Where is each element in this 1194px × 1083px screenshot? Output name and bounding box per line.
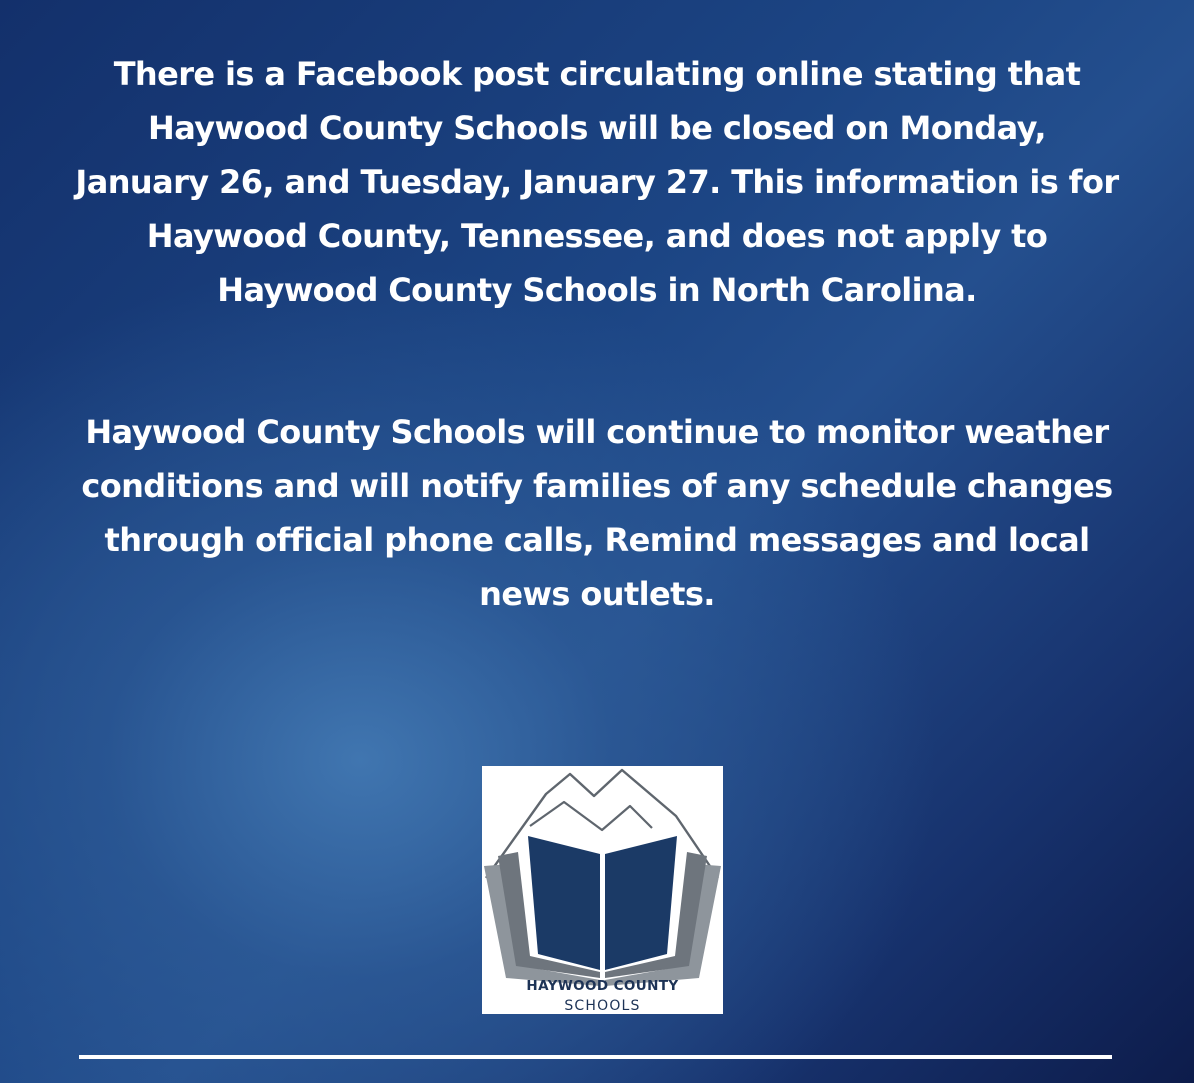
announcement-line: Haywood County Schools in North Carolina. [217, 271, 977, 309]
announcement-line: January 26, and Tuesday, January 27. This information is for [75, 163, 1119, 201]
logo-name: HAYWOOD COUNTY [526, 978, 679, 994]
announcement-line: Haywood County Schools will continue to monitor weather [85, 413, 1109, 451]
mountains-icon [486, 770, 718, 878]
announcement-paragraph-2 [60, 405, 1134, 621]
bottom-divider [79, 1055, 1112, 1059]
announcement-paragraph-1 [60, 47, 1134, 317]
announcement-line: conditions and will notify families of any schedule changes [81, 467, 1113, 505]
announcement-line: Haywood County, Tennessee, and does not apply to [146, 217, 1048, 255]
mountains-open-book-icon [482, 766, 723, 1014]
announcement-line: through official phone calls, Remind messages and local [104, 521, 1090, 559]
logo-subname: SCHOOLS [564, 998, 641, 1014]
book-cover-right-icon [605, 836, 677, 970]
announcement-line: news outlets. [479, 575, 715, 613]
book-cover-left-icon [528, 836, 600, 970]
announcement-line: There is a Facebook post circulating online stating that [113, 55, 1081, 93]
announcement-line: Haywood County Schools will be closed on Monday, [148, 109, 1046, 147]
mountains-inner-icon [530, 802, 652, 830]
haywood-county-schools-logo [482, 766, 723, 1014]
